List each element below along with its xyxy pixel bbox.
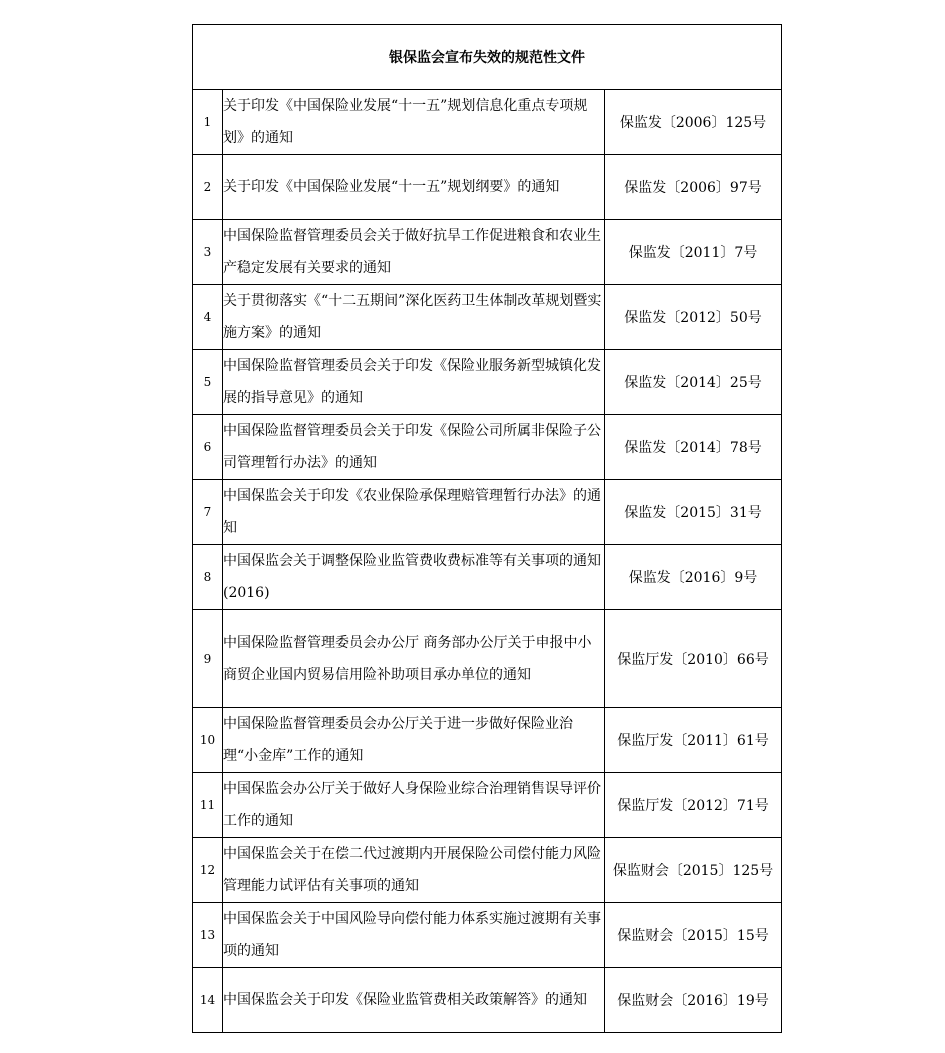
document-name: 关于印发《中国保险业发展“十一五”规划信息化重点专项规划》的通知: [223, 90, 605, 155]
document-code: 保监发〔2006〕97号: [605, 155, 782, 220]
row-number: 9: [193, 610, 223, 708]
document-code: 保监发〔2014〕78号: [605, 415, 782, 480]
row-number: 5: [193, 350, 223, 415]
document-code: 保监财会〔2016〕19号: [605, 968, 782, 1033]
document-name: 中国保险监督管理委员会关于做好抗旱工作促进粮食和农业生产稳定发展有关要求的通知: [223, 220, 605, 285]
row-number: 1: [193, 90, 223, 155]
document-name: 中国保监会关于印发《农业保险承保理赔管理暂行办法》的通知: [223, 480, 605, 545]
row-number: 14: [193, 968, 223, 1033]
document-code: 保监发〔2014〕25号: [605, 350, 782, 415]
table-row: [193, 90, 782, 155]
table-row: [193, 903, 782, 968]
table-row: [193, 480, 782, 545]
table-row: [193, 220, 782, 285]
document-code: 保监财会〔2015〕15号: [605, 903, 782, 968]
table-row: [193, 968, 782, 1033]
table-row: [193, 708, 782, 773]
row-number: 6: [193, 415, 223, 480]
title-row: [193, 25, 782, 90]
row-number: 8: [193, 545, 223, 610]
table-body: [193, 25, 782, 1033]
document-name: 中国保险监督管理委员会办公厅关于进一步做好保险业治理“小金库”工作的通知: [223, 708, 605, 773]
table-row: [193, 838, 782, 903]
document-code: 保监厅发〔2011〕61号: [605, 708, 782, 773]
document-code: 保监厅发〔2012〕71号: [605, 773, 782, 838]
document-code: 保监发〔2011〕7号: [605, 220, 782, 285]
row-number: 2: [193, 155, 223, 220]
document-code: 保监发〔2015〕31号: [605, 480, 782, 545]
row-number: 4: [193, 285, 223, 350]
document-name: 关于贯彻落实《“十二五期间”深化医药卫生体制改革规划暨实施方案》的通知: [223, 285, 605, 350]
table-row: [193, 415, 782, 480]
table-title: 银保监会宣布失效的规范性文件: [193, 25, 782, 90]
invalid-documents-table: [192, 24, 782, 1033]
document-name: 中国保险监督管理委员会关于印发《保险公司所属非保险子公司管理暂行办法》的通知: [223, 415, 605, 480]
table-row: [193, 155, 782, 220]
document-name: 中国保监会关于在偿二代过渡期内开展保险公司偿付能力风险管理能力试评估有关事项的通知: [223, 838, 605, 903]
document-code: 保监财会〔2015〕125号: [605, 838, 782, 903]
document-code: 保监厅发〔2010〕66号: [605, 610, 782, 708]
document-name: 中国保监会关于中国风险导向偿付能力体系实施过渡期有关事项的通知: [223, 903, 605, 968]
document-name: 关于印发《中国保险业发展“十一五”规划纲要》的通知: [223, 155, 605, 220]
document-name: 中国保险监督管理委员会办公厅 商务部办公厅关于申报中小商贸企业国内贸易信用险补助项目承办单位的通知: [223, 610, 605, 708]
row-number: 13: [193, 903, 223, 968]
row-number: 11: [193, 773, 223, 838]
document-name: 中国保险监督管理委员会关于印发《保险业服务新型城镇化发展的指导意见》的通知: [223, 350, 605, 415]
document-name: 中国保监会关于调整保险业监管费收费标准等有关事项的通知(2016): [223, 545, 605, 610]
table-row: [193, 545, 782, 610]
row-number: 12: [193, 838, 223, 903]
table-row: [193, 773, 782, 838]
table-row: [193, 610, 782, 708]
table-row: [193, 285, 782, 350]
document-name: 中国保监会办公厅关于做好人身保险业综合治理销售误导评价工作的通知: [223, 773, 605, 838]
document-code: 保监发〔2012〕50号: [605, 285, 782, 350]
document-code: 保监发〔2016〕9号: [605, 545, 782, 610]
document-code: 保监发〔2006〕125号: [605, 90, 782, 155]
row-number: 7: [193, 480, 223, 545]
table-row: [193, 350, 782, 415]
document-name: 中国保监会关于印发《保险业监管费相关政策解答》的通知: [223, 968, 605, 1033]
row-number: 3: [193, 220, 223, 285]
row-number: 10: [193, 708, 223, 773]
